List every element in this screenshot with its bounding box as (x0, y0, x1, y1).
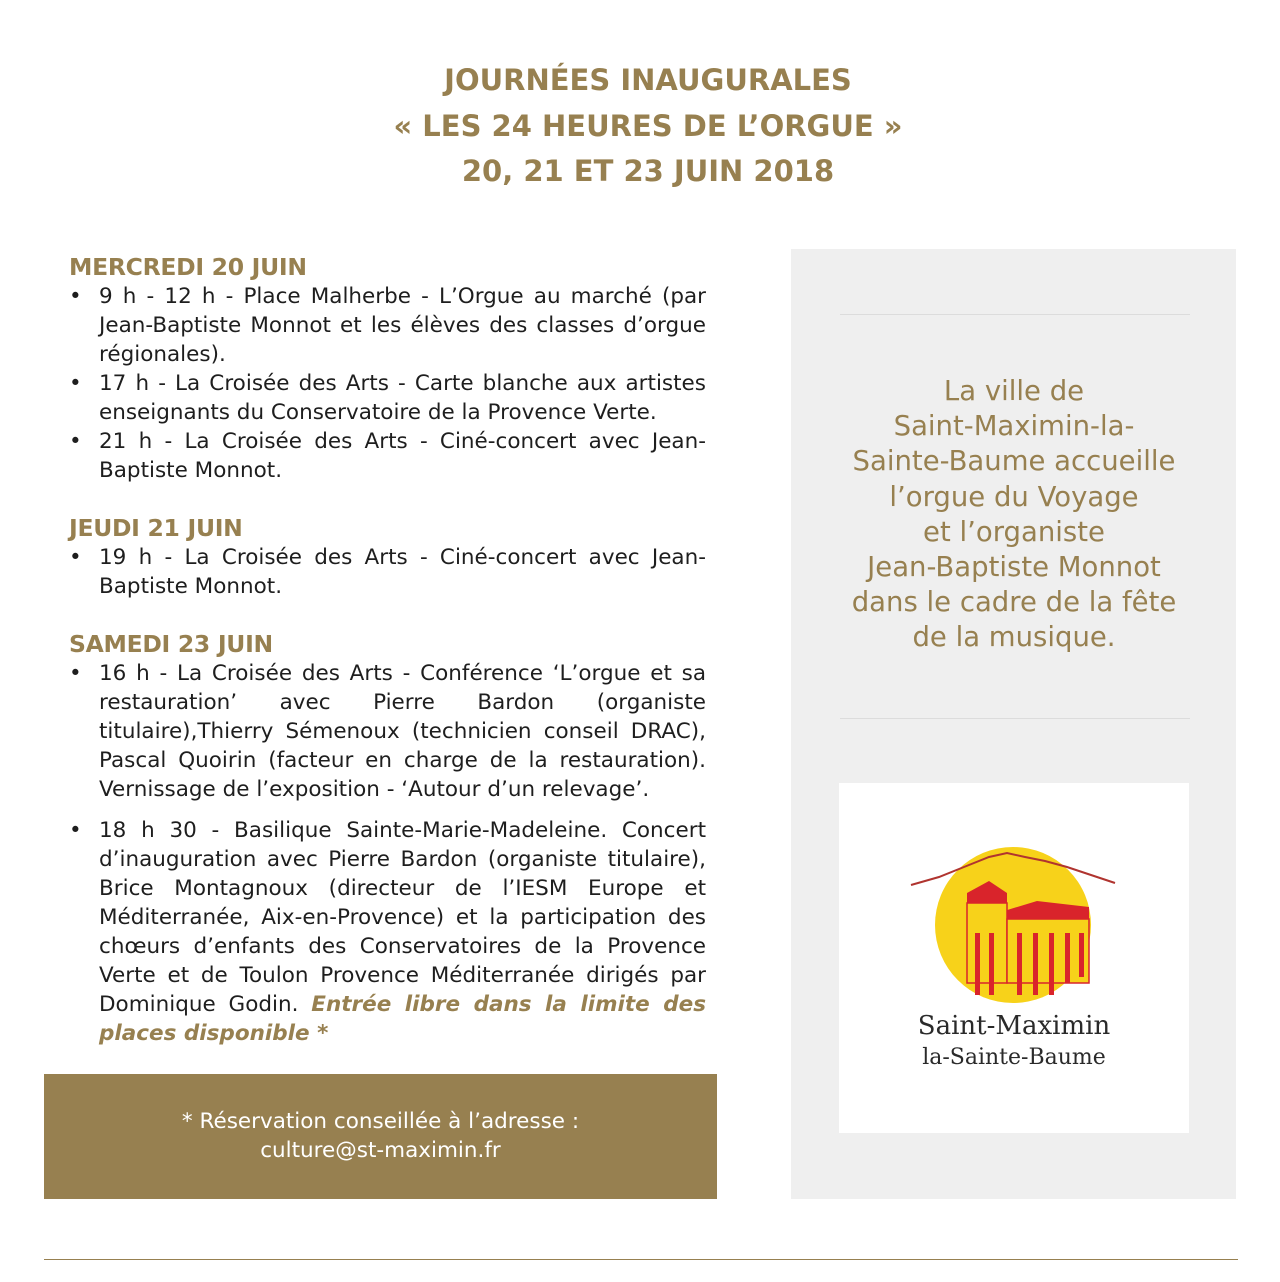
reservation-banner (44, 1074, 717, 1199)
column (1079, 933, 1084, 977)
quote-line: La ville de (943, 375, 1085, 407)
quote-line: Saint-Maximin-la- (893, 410, 1135, 443)
column (975, 933, 980, 995)
quote-line: et l’organiste (923, 515, 1105, 548)
event-text: 18 h 30 - Basilique Sainte-Marie-Madeleine. Concert d’inauguration avec Pierre Bardon (organiste titulaire), Brice Montagnoux (directeur de l’IESM Europe et Méditerranée, Aix-en-Provence) et la participation des chœurs d’enfants des Conservatoires de la Provence Verte et de Toulon Provence Méditerranée dirigés par Dominique Godin. (99, 818, 706, 1017)
event-list (69, 282, 706, 485)
event-item: • 19 h - La Croisée des Arts - Ciné-concert avec Jean-Baptiste Monnot. (69, 543, 706, 601)
title-line-3: 20, 21 ET 23 JUIN 2018 (461, 154, 835, 188)
column (1017, 933, 1022, 995)
reservation-text: * Réservation conseillée à l’adresse : (181, 1109, 580, 1134)
quote-line: Jean-Baptiste Monnot (867, 551, 1161, 584)
quote-line: de la musique. (912, 621, 1116, 654)
quote-line: Sainte-Baume accueille (852, 445, 1176, 478)
quote-line: dans le cadre de la fête (851, 586, 1177, 619)
town-logo (839, 783, 1189, 1133)
event-item (69, 816, 706, 1048)
column (1065, 933, 1070, 983)
event-list (69, 543, 706, 601)
free-entry-note: Entrée libre dans la limite des places disponible * (99, 992, 706, 1046)
day-jeudi (69, 513, 706, 601)
day-mercredi (69, 252, 706, 485)
sidebar-panel (791, 249, 1236, 1199)
day-heading: JEUDI 21 JUIN (69, 514, 243, 542)
page-title (0, 58, 1280, 195)
column (1033, 933, 1038, 995)
logo-text-line-2: la-Sainte-Baume (922, 1045, 1106, 1070)
title-line-2: « LES 24 HEURES DE L’ORGUE » (393, 108, 903, 143)
event-list (69, 659, 706, 1048)
event-item: • 17 h - La Croisée des Arts - Carte blanche aux artistes enseignants du Conservatoire de la Provence Verte. (69, 369, 706, 427)
column (1049, 933, 1054, 995)
event-item: • 21 h - La Croisée des Arts - Ciné-concert avec Jean-Baptiste Monnot. (69, 427, 706, 485)
day-samedi (69, 629, 706, 1048)
day-heading: SAMEDI 23 JUIN (69, 630, 273, 658)
divider (840, 314, 1190, 315)
title-line-1: JOURNÉES INAUGURALES (444, 63, 852, 97)
event-item: • 9 h - 12 h - Place Malherbe - L’Orgue au marché (par Jean-Baptiste Monnot et les élèves des classes d’orgue régionales). (69, 282, 706, 369)
sidebar-quote (831, 374, 1197, 656)
tower-wall (967, 903, 1007, 983)
footer-divider (44, 1259, 1238, 1260)
column (989, 933, 994, 995)
basilica-sun-icon (839, 783, 1189, 1133)
quote-line: l’orgue du Voyage (889, 480, 1139, 513)
logo-text-line-1: Saint-Maximin (917, 1011, 1111, 1041)
roof-band (967, 893, 1007, 903)
day-heading: MERCREDI 20 JUIN (69, 253, 307, 281)
reservation-email: culture@st-maximin.fr (260, 1138, 501, 1163)
divider (840, 718, 1190, 719)
program-column (69, 252, 706, 1076)
event-item: • 16 h - La Croisée des Arts - Conférence ‘L’orgue et sa restauration’ avec Pierre Bardon (organiste titulaire),Thierry Sémenoux (technicien conseil DRAC), Pascal Quoirin (facteur en charge de la restauration). Vernissage de l’exposition - ‘Autour d’un relevage’. (69, 659, 706, 804)
